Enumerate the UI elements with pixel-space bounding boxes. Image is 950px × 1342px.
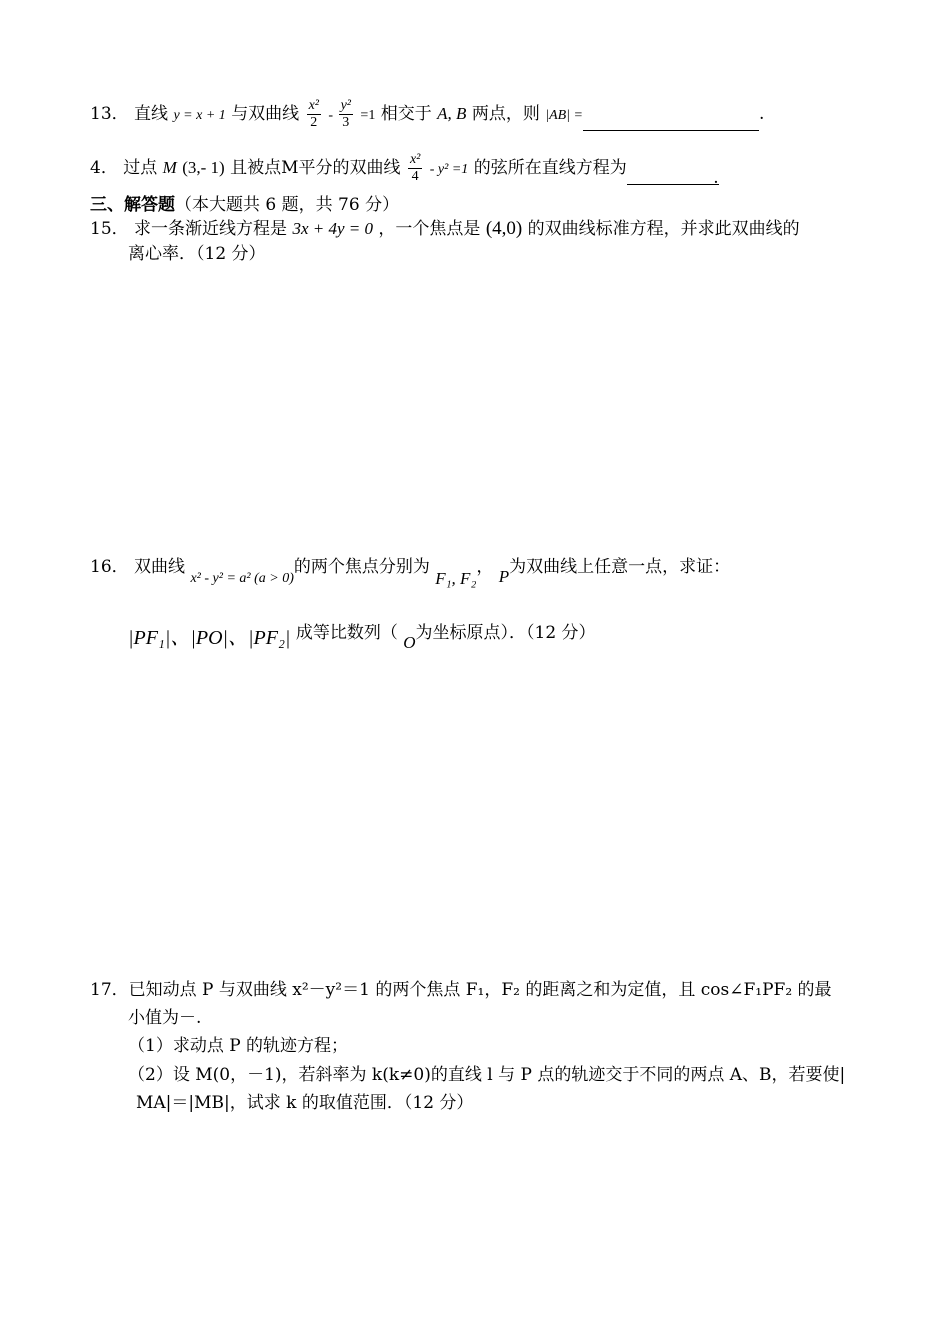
q17-line-1: 17．已知动点 P 与双曲线 x²－y²＝1 的两个焦点 F₁，F₂ 的距离之和为定值，且 cos∠F₁PF₂ 的最 [90,980,832,1000]
q13-ab-length: |AB| = [545,108,583,123]
q16-equation: x² - y² = a² (a > 0) [190,571,294,586]
q14-text-3: 的弦所在直线方程为 [473,158,627,178]
q15-focus: (4,0) [485,218,523,239]
q15-text-2: ，一个焦点是 [378,219,481,239]
q13-answer-blank[interactable] [583,112,759,131]
q13-line-equation: y = x + 1 [173,108,226,123]
q15-text-1: 求一条渐近线方程是 [134,219,288,239]
q15-line-2: 离心率．（12 分） [128,244,266,264]
question-17-line-2 [128,1006,201,1030]
q16-distances: |PF₁|、|PO|、|PF₂| [128,627,291,649]
q16-text-3: ， [476,557,494,577]
section-3-title: 三、解答题 [90,195,175,215]
q16-text-5: 成等比数列（ [295,623,398,643]
q13-text-1: 直线 [134,104,169,124]
question-13 [90,98,764,131]
q16-text-6: 为坐标原点）．（12 分） [415,623,596,643]
q13-fraction-x: $\frac{\text{x²}}{2}$ [308,98,320,130]
q16-text-4: 为双曲线上任意一点，求证： [509,557,731,577]
q16-text-1: 双曲线 [134,557,186,577]
q13-text-4: 两点，则 [471,104,540,124]
q16-point-p: P [498,567,510,586]
question-15-line-2 [128,242,266,266]
q14-text-2: 且被点M平分的双曲线 [230,158,401,178]
q17-part-2a: （2）设 M(0，－1)，若斜率为 k(k≠0)的直线 l 与 P 点的轨迹交于不同的两点 A、B，若要使| [128,1065,846,1085]
q13-fraction-y: $\frac{\text{y²}}{3}$ [340,98,352,130]
q13-points: A, B [437,104,467,123]
q13-equals-one: =1 [360,108,376,123]
q13-number: 13． [90,104,129,124]
q14-answer-blank[interactable] [627,166,719,188]
q14-equation-rest: - y² =1 [429,162,469,177]
question-16-line-1 [90,555,731,588]
q14-number: 4． [90,158,118,178]
q14-coordinates: (3,- 1) [182,158,225,177]
q13-text-3: 相交于 [380,104,432,124]
q14-text-1: 过点 [123,158,158,178]
q13-text-2: 与双曲线 [231,104,300,124]
q15-number: 15． [90,219,129,239]
question-17-part-2-line-1 [128,1063,845,1087]
section-3-note: （本大题共 6 题，共 76 分） [175,195,400,215]
q14-end: . [713,168,719,188]
q16-text-2: 的两个焦点分别为 [293,557,430,577]
q14-point-m: M [162,158,177,177]
q13-minus: - [328,108,337,123]
q17-part-2b: MA|＝|MB|，试求 k 的取值范围．（12 分） [136,1093,474,1113]
question-16-line-2 [128,620,596,652]
q14-fraction: $\frac{\text{x²}}{4}$ [409,152,421,184]
question-17-part-2-line-2 [136,1091,473,1115]
q17-line-2: 小值为－. [128,1008,202,1028]
q13-end: . [758,104,765,124]
q16-number: 16． [90,557,129,577]
q16-origin: O [403,633,416,652]
question-15-line-1 [90,217,800,241]
section-3-heading [90,193,399,217]
q16-foci: F₁, F₂ [435,569,477,588]
q15-asymptote: 3x + 4y = 0 [292,219,373,238]
question-14 [90,152,719,188]
q15-text-3: 的双曲线标准方程，并求此双曲线的 [527,219,800,239]
question-17-line-1 [90,978,832,1002]
question-17-part-1 [128,1034,348,1058]
q17-part-1: （1）求动点 P 的轨迹方程； [128,1036,349,1056]
